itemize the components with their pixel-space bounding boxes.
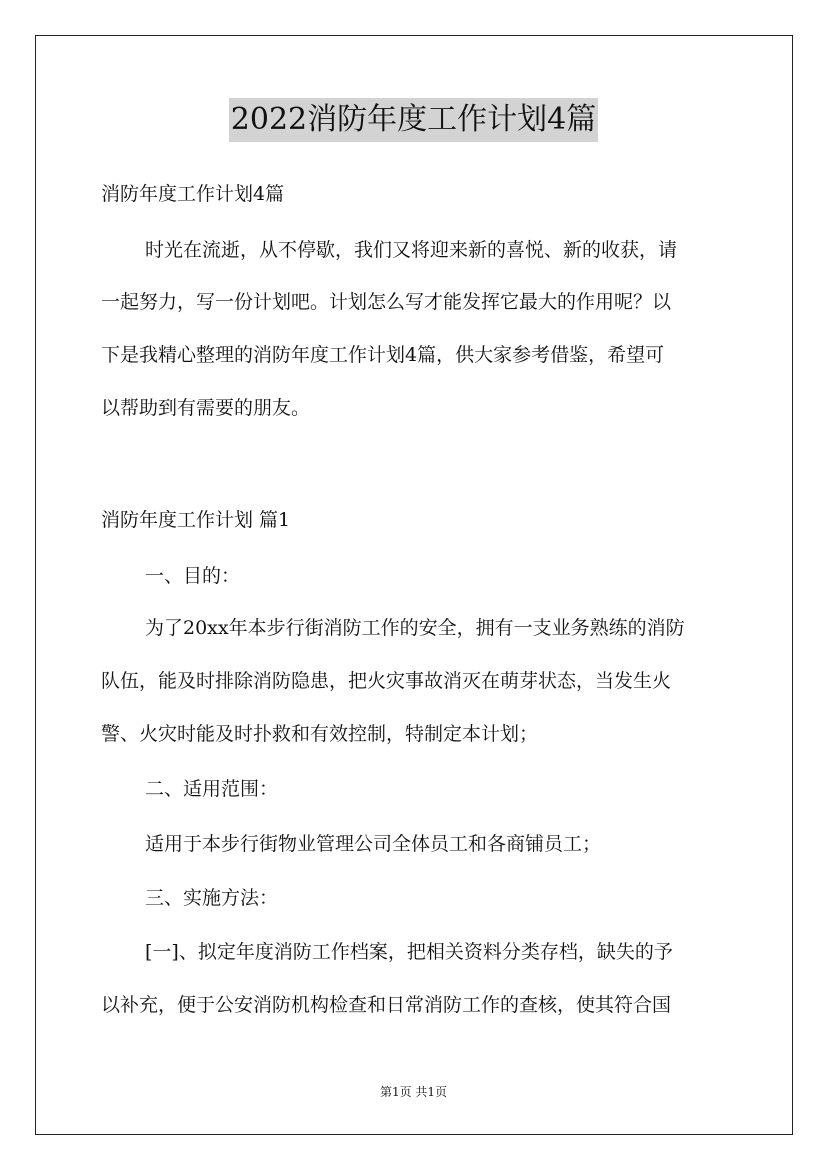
paragraph-line: 一起努力，写一份计划吧。计划怎么写才能发挥它最大的作用呢？以 — [101, 291, 672, 313]
paragraph-line: 时光在流逝，从不停歇，我们又将迎来新的喜悦、新的收获，请 — [145, 239, 678, 261]
paragraph-line: 队伍，能及时排除消防隐患，把火灾事故消灭在萌芽状态，当发生火 — [101, 670, 672, 692]
doc-subtitle: 消防年度工作计划4篇 — [101, 183, 285, 205]
section-heading: 消防年度工作计划 篇1 — [101, 509, 291, 531]
page-footer: 第1页 共1页 — [379, 1085, 448, 1099]
paragraph-line: 适用于本步行街物业管理公司全体员工和各商铺员工； — [145, 833, 602, 855]
paragraph-line: [一]、拟定年度消防工作档案，把相关资料分类存档，缺失的予 — [145, 941, 673, 963]
document-title: 2022消防年度工作计划4篇 — [229, 98, 598, 142]
paragraph-line: 警、火灾时能及时扑救和有效控制，特制定本计划； — [101, 723, 539, 745]
subheading: 三、实施方法： — [145, 887, 279, 909]
paragraph-line: 下是我精心整理的消防年度工作计划4篇，供大家参考借鉴，希望可 — [101, 344, 665, 366]
subheading: 二、适用范围： — [145, 778, 279, 800]
subheading: 一、目的： — [145, 565, 241, 587]
paragraph-line: 以帮助到有需要的朋友。 — [101, 397, 311, 419]
title-container — [0, 98, 827, 142]
paragraph-line: 为了20xx年本步行街消防工作的安全，拥有一支业务熟练的消防 — [145, 617, 685, 639]
paragraph-line: 以补充，便于公安消防机构检查和日常消防工作的查核，使其符合国 — [101, 994, 672, 1016]
